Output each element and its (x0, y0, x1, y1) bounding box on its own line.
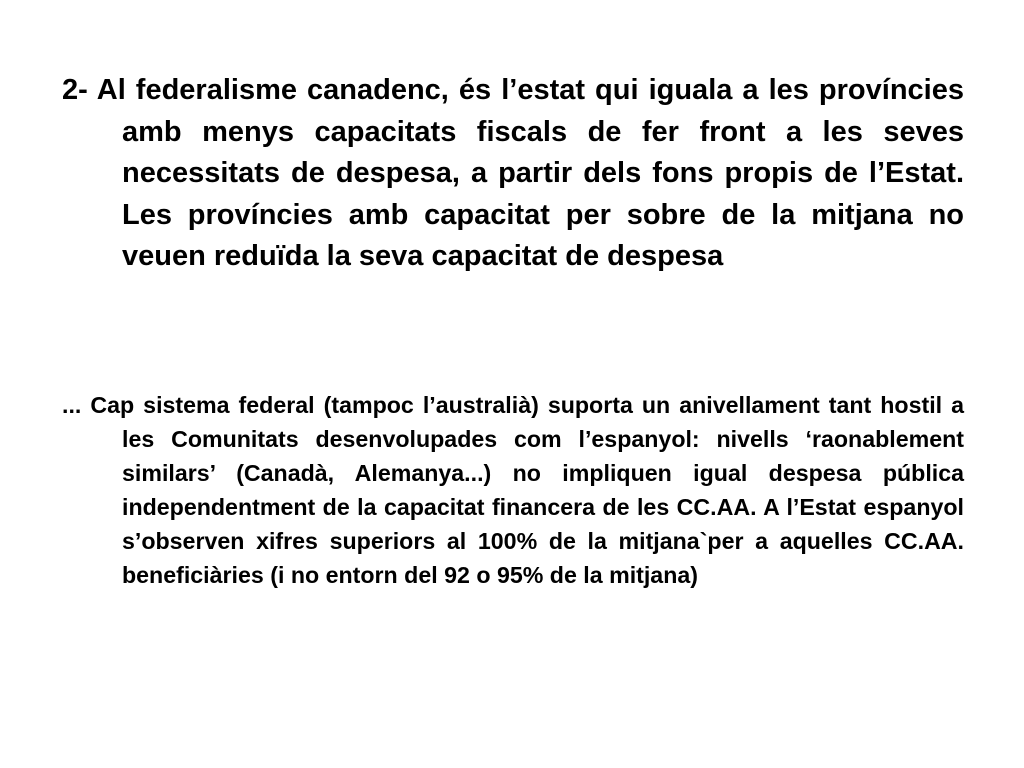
paragraph-spanish-levelling: ... Cap sistema federal (tampoc l’australià) suporta un anivellament tant hostil a les Comunitats desenvolupades com l’espanyol: nivells ‘raonablement similars’ (Canadà, Alemanya...) no impliquen igual despesa pública independentment de la capacitat financera de les CC.AA. A l’Estat espanyol s’observen xifres superiors al 100% de la mitjana`per a aquelles CC.AA. beneficiàries (i no entorn del 92 o 95% de la mitjana) (62, 392, 964, 588)
paragraph-canadian-federalism: 2- Al federalisme canadenc, és l’estat qui iguala a les províncies amb menys capacitats fiscals de fer front a les seves necessitats de despesa, a partir dels fons propis de l’Estat. Les províncies amb capacitat per sobre de la mitjana no veuen reduïda la seva capacitat de despesa (62, 74, 964, 272)
